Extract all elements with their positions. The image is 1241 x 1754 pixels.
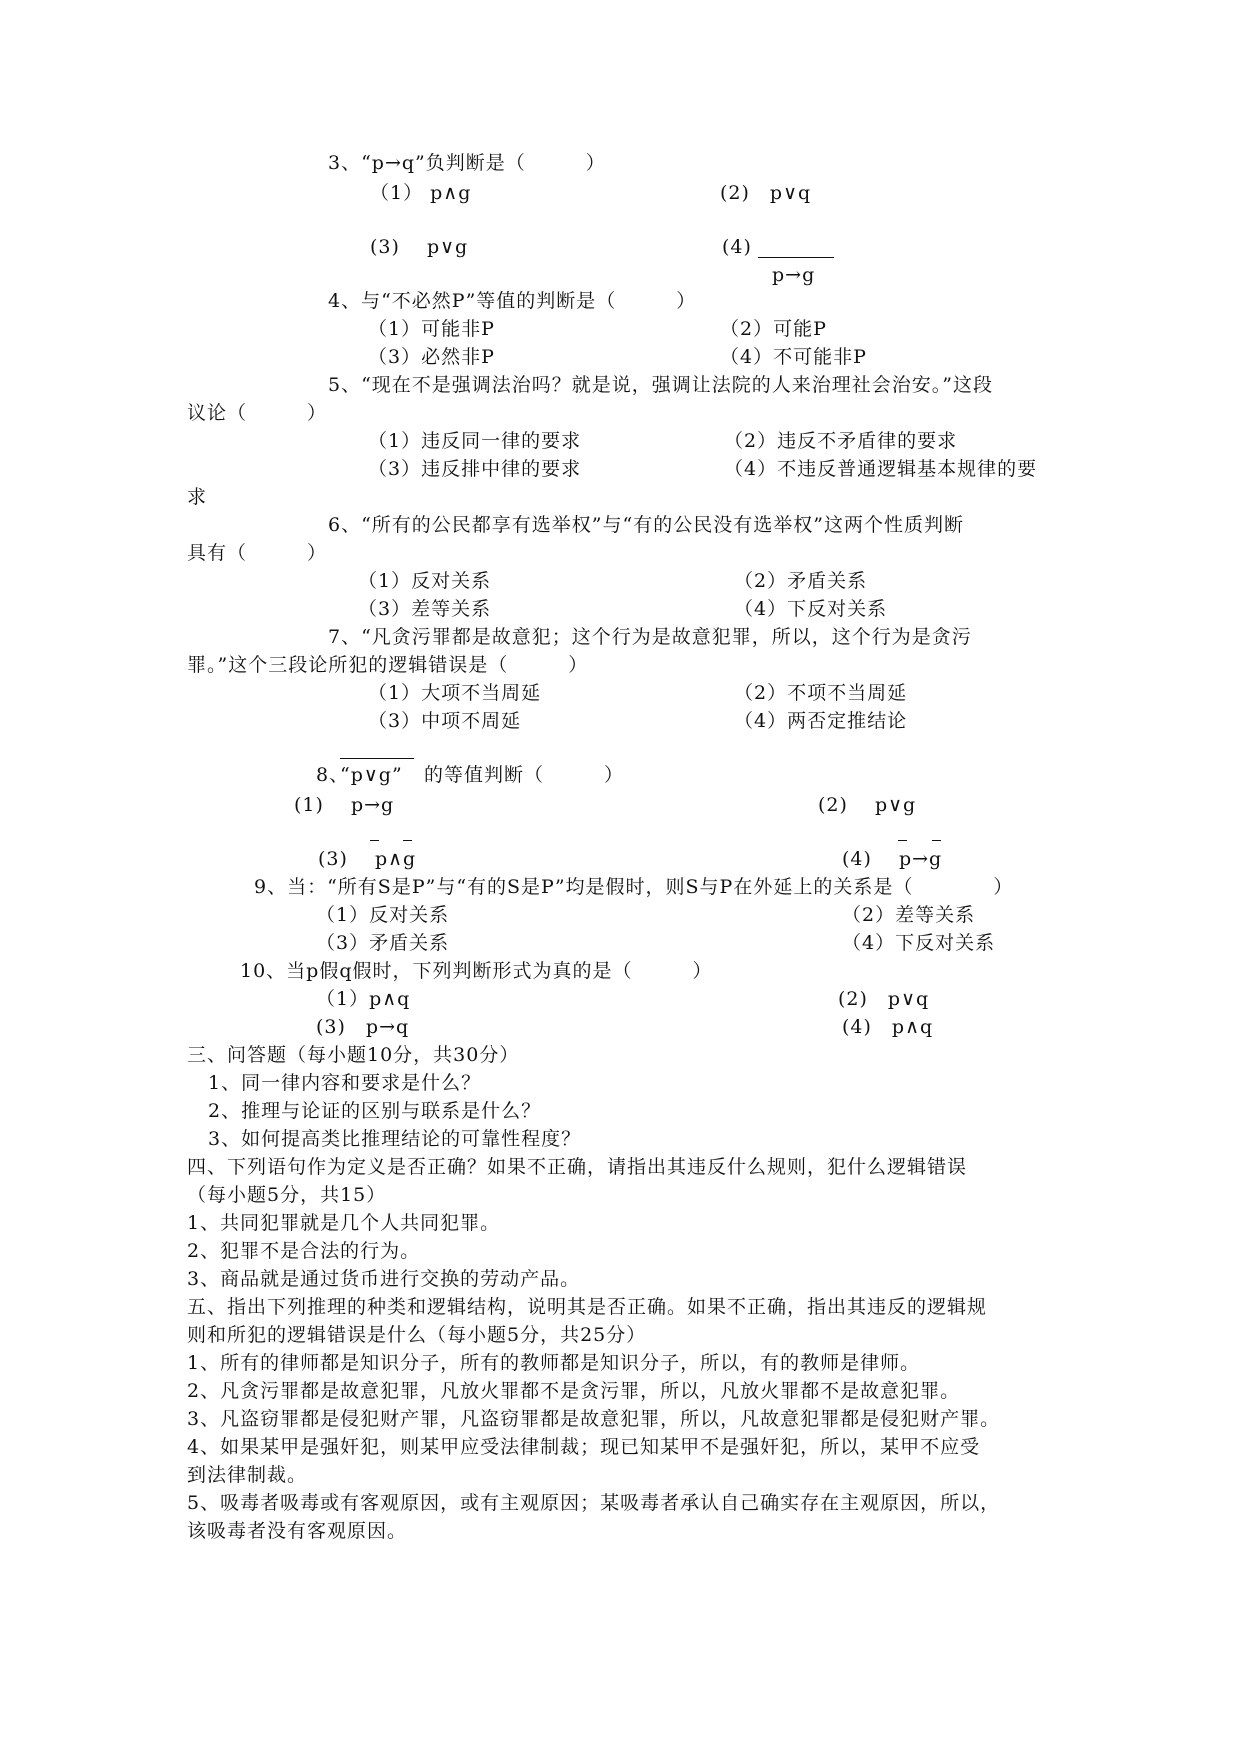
q3-option-3: (3) p∨g	[370, 236, 469, 258]
q8-negation-bar	[340, 758, 414, 759]
q8-option-4: (4) p→g	[842, 848, 943, 870]
q4-option-2: （2）可能P	[720, 318, 827, 340]
q8-stem-rest: 的等值判断（ ）	[424, 764, 625, 786]
q3-negation-bar	[758, 257, 834, 258]
q5-option-2: （2）违反不矛盾律的要求	[724, 430, 958, 452]
section-4-item-2: 2、犯罪不是合法的行为。	[187, 1240, 421, 1262]
q7-option-4: （4）两否定推结论	[734, 710, 908, 732]
section-5-item-2: 2、凡贪污罪都是故意犯罪，凡放火罪都不是贪污罪，所以，凡放火罪都不是故意犯罪。	[187, 1380, 961, 1402]
q6-stem-line2: 具有（ ）	[187, 542, 328, 564]
q9-option-2: （2）差等关系	[842, 904, 976, 926]
section-3-item-2: 2、推理与论证的区别与联系是什么？	[208, 1100, 542, 1122]
q5-option-1: （1）违反同一律的要求	[368, 430, 582, 452]
q8-number: 8、	[316, 764, 350, 786]
q9-option-4: （4）下反对关系	[842, 932, 996, 954]
q6-option-4: （4）下反对关系	[734, 598, 888, 620]
section-5-item-1: 1、所有的律师都是知识分子，所有的教师都是知识分子，所以，有的教师是律师。	[187, 1352, 921, 1374]
q6-stem-line1: 6、“所有的公民都享有选举权”与“有的公民没有选举权”这两个性质判断	[328, 514, 964, 536]
q5-option-3: （3）违反排中律的要求	[368, 458, 582, 480]
q3-stem: 3、“p→q”负判断是（ ）	[328, 152, 606, 174]
section-4-title-line1: 四、下列语句作为定义是否正确？如果不正确，请指出其违反什么规则，犯什么逻辑错误	[187, 1156, 968, 1178]
section-5-item-3: 3、凡盗窃罪都是侵犯财产罪，凡盗窃罪都是故意犯罪，所以，凡故意犯罪都是侵犯财产罪。	[187, 1408, 1001, 1430]
section-3-item-3: 3、如何提高类比推理结论的可靠性程度？	[208, 1128, 582, 1150]
section-5-item-5-line1: 5、吸毒者吸毒或有客观原因，或有主观原因；某吸毒者承认自己确实存在主观原因，所以，	[187, 1492, 1001, 1514]
section-4-item-3: 3、商品就是通过货币进行交换的劳动产品。	[187, 1268, 581, 1290]
section-5-item-4-line1: 4、如果某甲是强奸犯，则某甲应受法律制裁；现已知某甲不是强奸犯，所以，某甲不应受	[187, 1436, 981, 1458]
q7-stem-line1: 7、“凡贪污罪都是故意犯；这个行为是故意犯罪，所以，这个行为是贪污	[328, 626, 972, 648]
q8-option-2: (2) p∨g	[818, 794, 917, 816]
q5-option-4-line2: 求	[187, 486, 208, 508]
q10-option-3: (3) p→q	[316, 1016, 410, 1038]
q6-option-1: （1）反对关系	[358, 570, 492, 592]
q4-option-4: （4）不可能非P	[720, 346, 867, 368]
section-5-title-line2: 则和所犯的逻辑错误是什么（每小题5分，共25分）	[187, 1324, 647, 1346]
q8-option-3: (3) p∧g	[318, 848, 417, 870]
section-3-title: 三、问答题（每小题10分，共30分）	[187, 1044, 520, 1066]
q6-option-2: （2）矛盾关系	[734, 570, 868, 592]
q5-option-4-line1: （4）不违反普通逻辑基本规律的要	[724, 458, 1038, 480]
q5-stem-line2: 议论（ ）	[187, 402, 328, 424]
q7-stem-line2: 罪。”这个三段论所犯的逻辑错误是（ ）	[187, 654, 589, 676]
q3-option-4-expr: p→g	[772, 264, 816, 286]
q7-option-3: （3）中项不周延	[368, 710, 522, 732]
q9-stem: 9、当：“所有S是P”与“有的S是P”均是假时，则S与P在外延上的关系是（ ）	[254, 876, 1014, 898]
q6-option-3: （3）差等关系	[358, 598, 492, 620]
q5-stem-line1: 5、“现在不是强调法治吗？就是说，强调让法院的人来治理社会治安。”这段	[328, 374, 994, 396]
q3-option-1: （1） p∧g	[370, 182, 472, 204]
q4-option-3: （3）必然非P	[368, 346, 495, 368]
q7-option-1: （1）大项不当周延	[368, 682, 542, 704]
q8-option-1: (1) p→g	[294, 794, 395, 816]
q10-stem: 10、当p假q假时，下列判断形式为真的是（ ）	[240, 960, 713, 982]
section-5-title-line1: 五、指出下列推理的种类和逻辑结构，说明其是否正确。如果不正确，指出其违反的逻辑规	[187, 1296, 988, 1318]
q9-option-1: （1）反对关系	[316, 904, 450, 926]
q4-option-1: （1）可能非P	[368, 318, 495, 340]
q9-option-3: （3）矛盾关系	[316, 932, 450, 954]
section-4-title-line2: （每小题5分，共15）	[187, 1184, 387, 1206]
section-3-item-1: 1、同一律内容和要求是什么？	[208, 1072, 482, 1094]
q7-option-2: （2）不项不当周延	[734, 682, 908, 704]
q3-option-4-label: (4)	[722, 236, 752, 258]
q8-expression: “p∨g”	[340, 764, 403, 786]
q10-option-4: (4) p∧q	[842, 1016, 934, 1038]
section-5-item-5-line2: 该吸毒者没有客观原因。	[187, 1520, 408, 1542]
q8-option-3-bar-p	[370, 840, 379, 841]
section-5-item-4-line2: 到法律制裁。	[187, 1464, 308, 1486]
q8-option-4-bar-p	[898, 840, 907, 841]
section-4-item-1: 1、共同犯罪就是几个人共同犯罪。	[187, 1212, 501, 1234]
q10-option-2: (2) p∨q	[838, 988, 930, 1010]
q8-option-4-bar-g	[932, 840, 941, 841]
q10-option-1: （1）p∧q	[316, 988, 411, 1010]
q4-stem: 4、与“不必然P”等值的判断是（ ）	[328, 290, 697, 312]
q3-option-2: (2) p∨q	[720, 182, 812, 204]
q8-option-3-bar-g	[403, 840, 412, 841]
